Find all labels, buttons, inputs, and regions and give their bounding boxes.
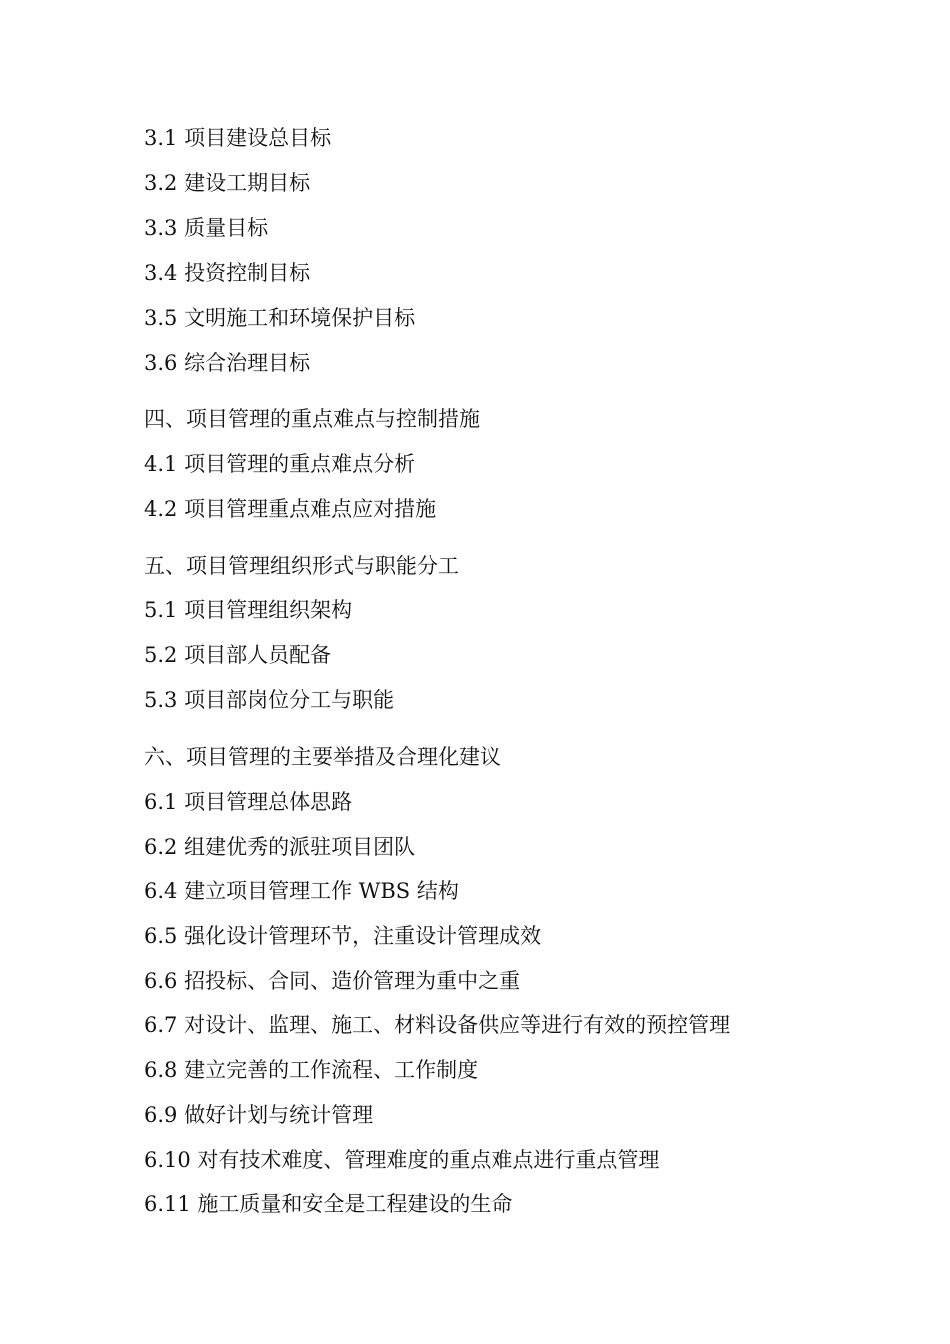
toc-entry-6-4: 6.4 建立项目管理工作 WBS 结构 (144, 879, 459, 903)
toc-entry-6-11: 6.11 施工质量和安全是工程建设的生命 (144, 1192, 513, 1216)
toc-entry-3-5: 3.5 文明施工和环境保护目标 (144, 306, 416, 330)
toc-entry-5-1: 5.1 项目管理组织架构 (144, 598, 353, 622)
toc-entry-5-2: 5.2 项目部人员配备 (144, 643, 332, 667)
toc-entry-6-5: 6.5 强化设计管理环节，注重设计管理成效 (144, 924, 542, 948)
toc-entry-3-2: 3.2 建设工期目标 (144, 171, 311, 195)
toc-entry-6-6: 6.6 招投标、合同、造价管理为重中之重 (144, 969, 521, 993)
toc-section-4-heading: 四、项目管理的重点难点与控制措施 (144, 407, 480, 431)
toc-entry-3-4: 3.4 投资控制目标 (144, 261, 311, 285)
toc-entry-3-1: 3.1 项目建设总目标 (144, 126, 332, 150)
toc-entry-6-2: 6.2 组建优秀的派驻项目团队 (144, 835, 416, 859)
toc-section-6-heading: 六、项目管理的主要举措及合理化建议 (144, 745, 501, 769)
toc-entry-6-10: 6.10 对有技术难度、管理难度的重点难点进行重点管理 (144, 1148, 660, 1172)
toc-entry-4-1: 4.1 项目管理的重点难点分析 (144, 452, 416, 476)
toc-entry-4-2: 4.2 项目管理重点难点应对措施 (144, 497, 437, 521)
toc-entry-3-3: 3.3 质量目标 (144, 216, 269, 240)
toc-entry-6-9: 6.9 做好计划与统计管理 (144, 1103, 374, 1127)
toc-entry-5-3: 5.3 项目部岗位分工与职能 (144, 688, 395, 712)
toc-section-5-heading: 五、项目管理组织形式与职能分工 (144, 554, 459, 578)
toc-entry-6-1: 6.1 项目管理总体思路 (144, 790, 353, 814)
toc-entry-6-7: 6.7 对设计、监理、施工、材料设备供应等进行有效的预控管理 (144, 1013, 731, 1037)
toc-entry-3-6: 3.6 综合治理目标 (144, 351, 311, 375)
toc-entry-6-8: 6.8 建立完善的工作流程、工作制度 (144, 1058, 479, 1082)
